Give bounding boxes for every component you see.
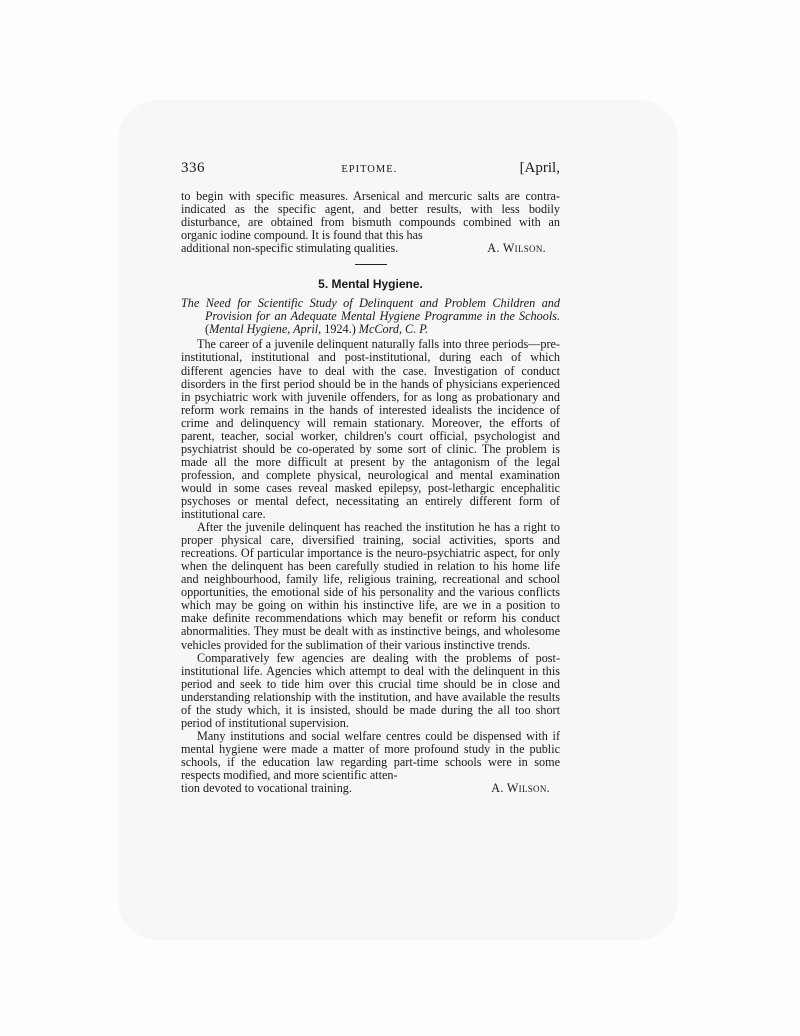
intro-paragraph: to begin with specific measures. Arsenical and mercuric salts are contra-indicated as the specific agent, and better results, with less bodily disturbance, are obtained from bismuth compounds combined with an organic iodine compound. It is found that this has <box>181 189 560 243</box>
intro-signature: A. Wilson. <box>487 241 546 256</box>
article-source-open: ( <box>205 322 210 337</box>
text-column <box>181 162 560 795</box>
intro-last-line-text: additional non-specific stimulating qualities. <box>181 241 399 256</box>
closing-last-line <box>181 782 560 795</box>
closing-signature: A. Wilson. <box>491 781 550 796</box>
running-head: EPITOME. <box>341 164 398 175</box>
article-source-year: 1924.) <box>321 322 356 337</box>
article-source-journal: Mental Hygiene, April, <box>209 322 322 337</box>
page-number: 336 <box>181 160 205 176</box>
page-header <box>181 162 560 190</box>
closing-last-line-text: tion devoted to vocational training. <box>181 781 352 796</box>
article-author: McCord, C. P. <box>358 322 429 337</box>
body-paragraph-1: The career of a juvenile delinquent naturally falls into three periods—pre-institutional, institutional and post-institutional, during each of which different agencies have to deal with the case. Investigation of conduct disorders in the first period should be in the hands of physicians experienced in psychiatric work with juvenile offenders, for as long as probationary and reform work remains in the hands of interested idealists the incidence of crime and delinquency will remain stationary. Moreover, the efforts of parent, teacher, social worker, children's court official, psychologist and psychiatrist should be co-operated by some sort of clinic. The problem is made all the more difficult at present by the antagonism of the legal profession, and complete physical, neurological and mental examination would in some cases reveal masked epilepsy, post-lethargic encephalitic psychoses or mental defect, necessitating an entirely different form of institutional care. <box>181 337 560 522</box>
closing-paragraph: Many institutions and social welfare centres could be dispensed with if mental hygiene were made a matter of more profound study in the public schools, if the education law regarding part-time schools were in some respects modified, and more scientific atten- <box>181 728 560 782</box>
intro-last-line <box>181 242 560 255</box>
header-month: [April, <box>519 160 560 176</box>
article-title-text: The Need for Scientific Study of Delinquent and Problem Children and Provision for an Adequate Mental Hygiene Programme in the Schools. <box>181 296 560 324</box>
section-title: 5. Mental Hygiene. <box>318 277 423 292</box>
body-paragraph-2: After the juvenile delinquent has reached the institution he has a right to proper physical care, diversified training, social activities, sports and recreations. Of particular importance is the neuro-psychiatric aspect, for only when the delinquent has been carefully studied in relation to his home life and neighbourhood, family life, religious training, recreational and school opportunities, the emotional side of his personality and the various conflicts which may be going on within his instinctive life, are we in a position to make definite recommendations which may benefit or reform his conduct abnormalities. They must be dealt with as instinctive beings, and wholesome vehicles provided for the sublimation of their various instinctive trends. <box>181 520 560 652</box>
section-divider <box>355 264 387 265</box>
article-title <box>181 297 560 336</box>
body-paragraph-3: Comparatively few agencies are dealing with the problems of post-institutional life. Agencies which attempt to deal with the delinquent in this period and seek to tide him over this crucial time should be in close and understanding relationship with the institution, and have available the results of the study which, it is insisted, should be made during the all too short period of institutional supervision. <box>181 650 560 730</box>
